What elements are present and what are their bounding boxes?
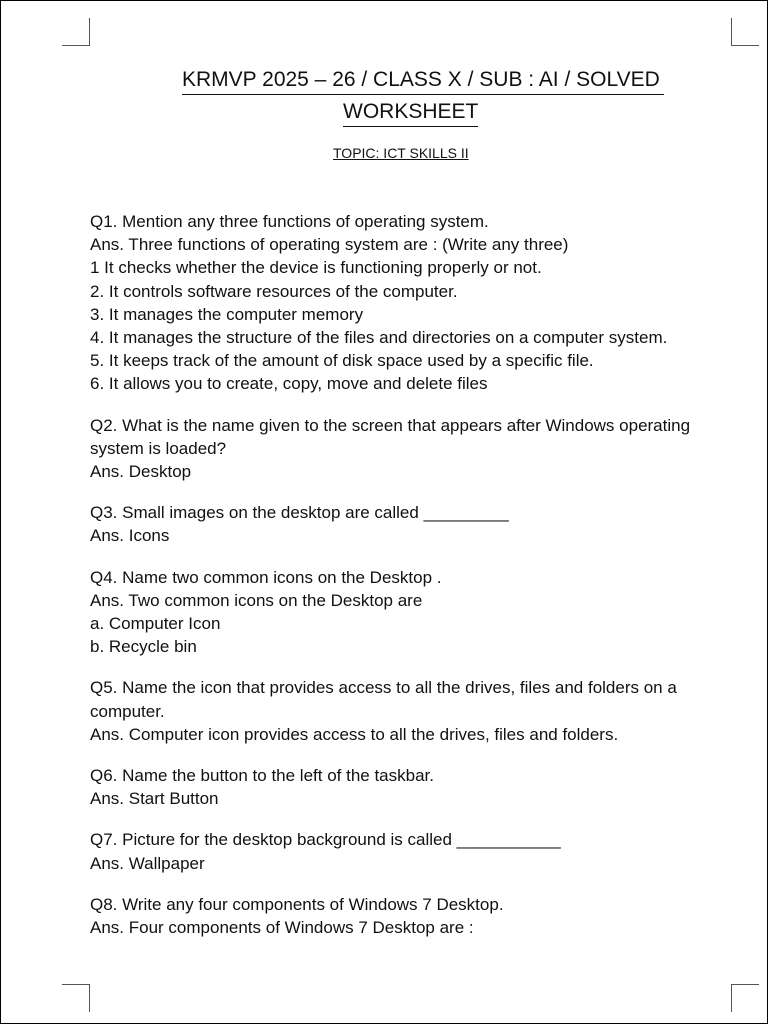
question-block-q7 (90, 828, 710, 874)
question-text: Q6. Name the button to the left of the taskbar. (90, 766, 434, 786)
answer-text: Ans. Four components of Windows 7 Desktop are : (90, 918, 474, 938)
question-block-q4 (90, 566, 710, 659)
crop-mark-bottom-right (731, 984, 759, 1012)
question-text: Q7. Picture for the desktop background is called ___________ (90, 830, 561, 850)
answer-item: b. Recycle bin (90, 637, 197, 657)
question-block-q5 (90, 676, 710, 746)
question-block-q6 (90, 764, 710, 810)
question-block-q3 (90, 501, 710, 547)
crop-mark-top-right (731, 18, 759, 46)
answer-text: Ans. Wallpaper (90, 853, 205, 873)
question-text: Q8. Write any four components of Windows 7 Desktop. (90, 894, 504, 914)
question-block-q8 (90, 893, 710, 939)
question-text: Q5. Name the icon that provides access to all the drives, files and folders on a computer. (90, 678, 677, 721)
question-text: Q3. Small images on the desktop are called _________ (90, 503, 509, 523)
question-text: Q4. Name two common icons on the Desktop . (90, 567, 442, 587)
worksheet-topic: TOPIC: ICT SKILLS II (333, 145, 469, 161)
answer-text: Ans. Two common icons on the Desktop are (90, 590, 423, 610)
crop-mark-bottom-left (62, 984, 90, 1012)
answer-item: a. Computer Icon (90, 614, 221, 634)
worksheet-title-line-1: KRMVP 2025 – 26 / CLASS X / SUB : AI / SOLVED (182, 66, 664, 95)
question-list (90, 210, 710, 957)
answer-item: 3. It manages the computer memory (90, 304, 364, 324)
worksheet-title-line-2: WORKSHEET (343, 98, 478, 127)
answer-text: Ans. Desktop (90, 462, 192, 482)
crop-mark-top-left (62, 18, 90, 46)
question-text: Q2. What is the name given to the screen that appears after Windows operating system is loaded? (90, 415, 691, 458)
question-block-q1 (90, 210, 710, 396)
answer-item: 2. It controls software resources of the computer. (90, 281, 458, 301)
question-block-q2 (90, 414, 710, 484)
question-text: Q1. Mention any three functions of operating system. (90, 212, 489, 231)
answer-item: 4. It manages the structure of the files and directories on a computer system. (90, 328, 668, 348)
answer-item: 6. It allows you to create, copy, move and delete files (90, 374, 488, 394)
answer-text: Ans. Three functions of operating system are : (Write any three) (90, 235, 569, 255)
answer-text: Ans. Icons (90, 526, 170, 546)
answer-item: 1 It checks whether the device is functioning properly or not. (90, 258, 542, 278)
answer-text: Ans. Start Button (90, 789, 219, 809)
answer-item: 5. It keeps track of the amount of disk space used by a specific file. (90, 351, 594, 371)
answer-text: Ans. Computer icon provides access to all the drives, files and folders. (90, 724, 619, 744)
